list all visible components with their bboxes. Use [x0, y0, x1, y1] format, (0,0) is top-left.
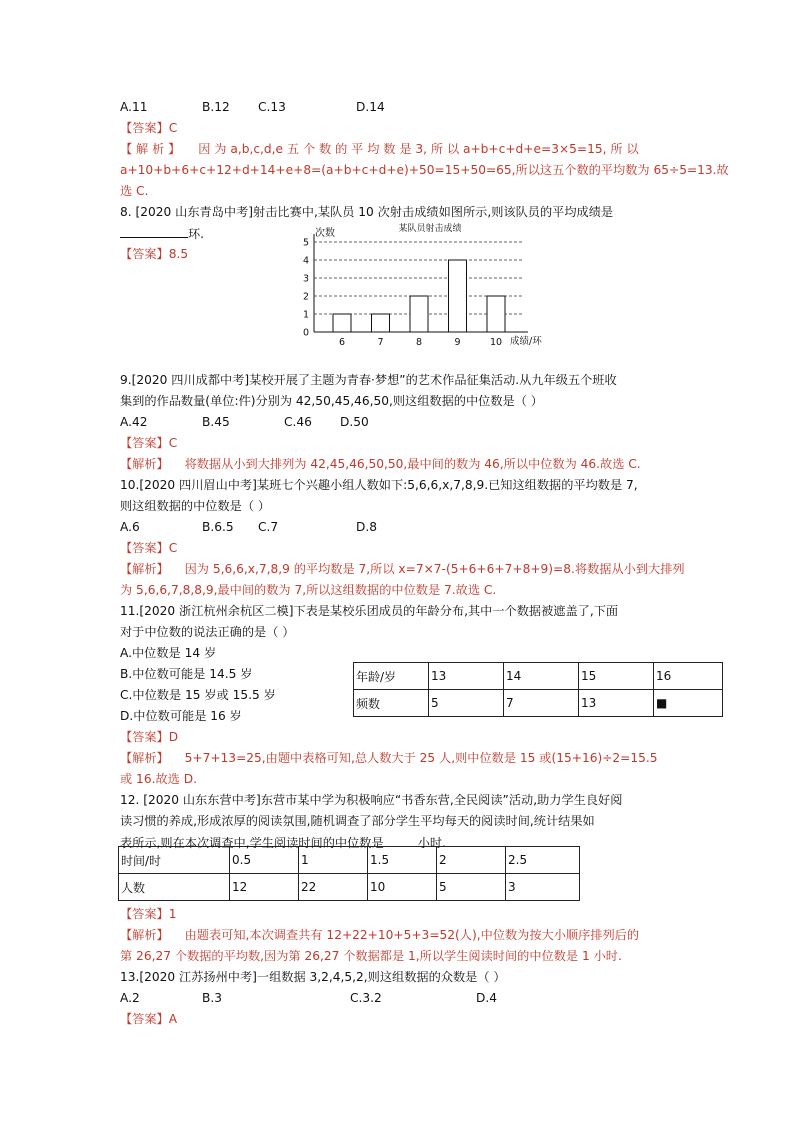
q12-stem-line-2: 读习惯的养成,形成浓厚的阅读氛围,随机调查了部分学生平均每天的阅读时间,统计结果如: [120, 814, 595, 828]
q8-stem-line-1: 8. [2020 山东青岛中考]射击比赛中,某队员 10 次射击成绩如图所示,则该队员的平均成绩是: [120, 205, 614, 219]
q9-option-a: A.42: [120, 415, 148, 429]
chart-y-axis-label: 次数: [315, 228, 335, 239]
answer-value: 1: [168, 907, 177, 921]
q8-stem-suffix: 环.: [188, 227, 205, 241]
q9-options: [120, 414, 369, 430]
answer-tag: 【答案】: [120, 247, 169, 261]
q7-option-c: C.13: [258, 100, 286, 114]
table-cell: 15: [579, 663, 654, 690]
q11-analysis-line-1: [120, 750, 658, 766]
q11-option-c: C.中位数是 15 岁或 15.5 岁: [120, 688, 276, 702]
answer-value: C: [168, 541, 178, 555]
q7-analysis-line-1: [120, 141, 639, 157]
q11-option-a: A.中位数是 14 岁: [120, 646, 217, 660]
table-cell: 频数: [354, 690, 429, 717]
answer-value: C: [168, 121, 178, 135]
chart-x-tick-label: 7: [377, 337, 384, 348]
table-cell: 时间/时: [119, 847, 230, 874]
chart-y-tick-label: 5: [302, 237, 309, 249]
shooting-score-bar-chart: [300, 222, 560, 352]
table-cell: 7: [504, 690, 579, 717]
answer-value: D: [168, 730, 179, 744]
chart-x-axis-label: 成绩/环: [510, 336, 542, 347]
analysis-tag: 【解析】: [120, 562, 169, 576]
q10-analysis-line-1: [120, 561, 685, 577]
chart-y-tick-label: 2: [302, 291, 309, 303]
answer-blank: [120, 225, 188, 238]
q13-option-a: A.2: [120, 991, 140, 1005]
q11-answer: [120, 729, 178, 745]
analysis-tag: 【解析】: [120, 928, 169, 942]
table-cell: 13: [579, 690, 654, 717]
answer-tag: 【答案】: [120, 730, 169, 744]
analysis-text: 5+7+13=25,由题中表格可知,总人数大于 25 人,则中位数是 15 或(15+16)÷2=15.5: [184, 751, 658, 765]
q12-stem-line-1: 12. [2020 山东东营中考]东营市某中学为积极响应“书香东营,全民阅读”活动,助力学生良好阅: [120, 793, 623, 807]
answer-tag: 【答案】: [120, 907, 169, 921]
table-cell: 5: [429, 690, 504, 717]
q8-stem-line-2: [120, 225, 204, 242]
chart-bar: [372, 314, 390, 332]
covered-cell: ■: [654, 690, 723, 717]
q13-stem: 13.[2020 江苏扬州中考]一组数据 3,2,4,5,2,则这组数据的众数是（ ）: [120, 970, 506, 984]
table-cell: 10: [368, 874, 437, 901]
analysis-tag: 【解析】: [120, 751, 169, 765]
table-row: [119, 874, 580, 901]
q12-analysis-line-1: [120, 927, 639, 943]
q11-option-b: B.中位数可能是 14.5 岁: [120, 667, 253, 681]
q13-answer: [120, 1011, 177, 1027]
table-cell: 人数: [119, 874, 230, 901]
answer-value: C: [168, 436, 178, 450]
chart-bar: [487, 296, 505, 332]
table-row: [119, 847, 580, 874]
q10-stem-line-2: 则这组数据的中位数是（ ）: [120, 499, 271, 513]
table-cell: 14: [504, 663, 579, 690]
q7-analysis-line-2: a+10+b+6+c+12+d+14+e+8=(a+b+c+d+e)+50=15+50=65,所以这五个数的平均数为 65÷5=13.故: [120, 163, 729, 177]
table-cell: 22: [299, 874, 368, 901]
q12-stem-text: 表所示,则在本次调查中,学生阅读时间的中位数是: [120, 836, 384, 850]
table-cell: 3: [506, 874, 580, 901]
q7-option-a: A.11: [120, 100, 148, 114]
chart-x-tick-label: 6: [338, 337, 346, 348]
q9-analysis: [120, 456, 641, 472]
chart-y-tick-label: 4: [302, 255, 309, 267]
q11-age-table: [353, 662, 723, 717]
answer-tag: 【答案】: [120, 121, 169, 135]
chart-x-tick-label: 8: [415, 337, 423, 348]
chart-bar: [333, 314, 351, 332]
analysis-tag: 【 解 析 】: [120, 142, 181, 156]
analysis-text: 将数据从小到大排列为 42,45,46,50,50,最中间的数为 46,所以中位数为 46.故选 C.: [184, 457, 641, 471]
q12-analysis-line-2: 第 26,27 个数据的平均数,因为第 26,27 个数据都是 1,所以学生阅读时间的中位数是 1 小时.: [120, 949, 622, 963]
analysis-text: 因 为 a,b,c,d,e 五 个 数 的 平 均 数 是 3, 所 以 a+b+c+d+e=3×5=15, 所 以: [198, 142, 639, 156]
chart-y-tick-label: 0: [302, 327, 309, 339]
chart-bar: [410, 296, 428, 332]
analysis-tag: 【解析】: [120, 457, 169, 471]
q9-stem-line-2: 集到的作品数量(单位:件)分别为 42,50,45,46,50,则这组数据的中位数是（ ）: [120, 394, 543, 408]
chart-title: 某队员射击成绩: [398, 224, 462, 234]
q10-option-d: D.8: [356, 520, 378, 534]
q9-option-b: B.45: [202, 415, 230, 429]
analysis-text: 因为 5,6,6,x,7,8,9 的平均数是 7,所以 x=7×7-(5+6+6+7+8+9)=8.将数据从小到大排列: [184, 562, 685, 576]
q8-answer: [120, 246, 188, 262]
table-cell: 0.5: [230, 847, 299, 874]
answer-value: A: [168, 1012, 178, 1026]
q12-reading-time-table: [118, 846, 580, 901]
table-cell: 1: [299, 847, 368, 874]
chart-y-tick-label: 3: [302, 273, 309, 285]
q7-option-d: D.14: [356, 100, 385, 114]
table-cell: 5: [437, 874, 506, 901]
answer-tag: 【答案】: [120, 1012, 169, 1026]
q12-stem-suffix: 小时.: [417, 836, 446, 850]
q9-stem-line-1: 9.[2020 四川成都中考]某校开展了主题为青春·梦想”的艺术作品征集活动.从九年级五个班收: [120, 373, 617, 387]
q9-option-d: D.50: [340, 415, 369, 429]
table-cell: 2.5: [506, 847, 580, 874]
q10-stem-line-1: 10.[2020 四川眉山中考]某班七个兴趣小组人数如下:5,6,6,x,7,8,9.已知这组数据的平均数是 7,: [120, 478, 638, 492]
table-cell: 16: [654, 663, 723, 690]
q12-answer: [120, 906, 177, 922]
q13-option-b: B.3: [202, 991, 222, 1005]
q10-option-c: C.7: [258, 520, 279, 534]
q10-analysis-line-2: 为 5,6,6,7,8,8,9,最中间的数为 7,所以这组数据的中位数是 7.故选 C.: [120, 583, 497, 597]
q10-answer: [120, 540, 177, 556]
chart-x-tick-label: 10: [489, 337, 503, 348]
q11-stem-line-2: 对于中位数的说法正确的是（ ）: [120, 625, 295, 639]
q7-answer: [120, 120, 177, 136]
q10-options: [120, 519, 377, 535]
table-cell: 年龄/岁: [354, 663, 429, 690]
answer-tag: 【答案】: [120, 436, 169, 450]
table-cell: 1.5: [368, 847, 437, 874]
chart-x-tick-label: 9: [454, 337, 461, 348]
table-cell: 12: [230, 874, 299, 901]
q7-option-b: B.12: [202, 100, 230, 114]
q11-analysis-line-2: 或 16.故选 D.: [120, 772, 197, 786]
q11-option-d: D.中位数可能是 16 岁: [120, 709, 242, 723]
q7-analysis-line-3: 选 C.: [120, 184, 149, 198]
table-cell: 2: [437, 847, 506, 874]
q10-option-b: B.6.5: [202, 520, 234, 534]
q10-option-a: A.6: [120, 520, 140, 534]
answer-value: 8.5: [168, 247, 189, 261]
table-row: [354, 663, 723, 690]
chart-bar: [449, 260, 467, 332]
chart-y-tick-label: 1: [302, 309, 309, 321]
table-row: [354, 690, 723, 717]
q13-option-d: D.4: [476, 991, 498, 1005]
analysis-text: 由题表可知,本次调查共有 12+22+10+5+3=52(人),中位数为按大小顺序排列后的: [184, 928, 640, 942]
q9-option-c: C.46: [284, 415, 312, 429]
table-cell: 13: [429, 663, 504, 690]
q13-options: [120, 990, 497, 1006]
answer-tag: 【答案】: [120, 541, 169, 555]
q7-options: [120, 99, 385, 115]
q9-answer: [120, 435, 177, 451]
q11-stem-line-1: 11.[2020 浙江杭州余杭区二模]下表是某校乐团成员的年龄分布,其中一个数据被遮盖了,下面: [120, 604, 619, 618]
q13-option-c: C.3.2: [350, 991, 382, 1005]
